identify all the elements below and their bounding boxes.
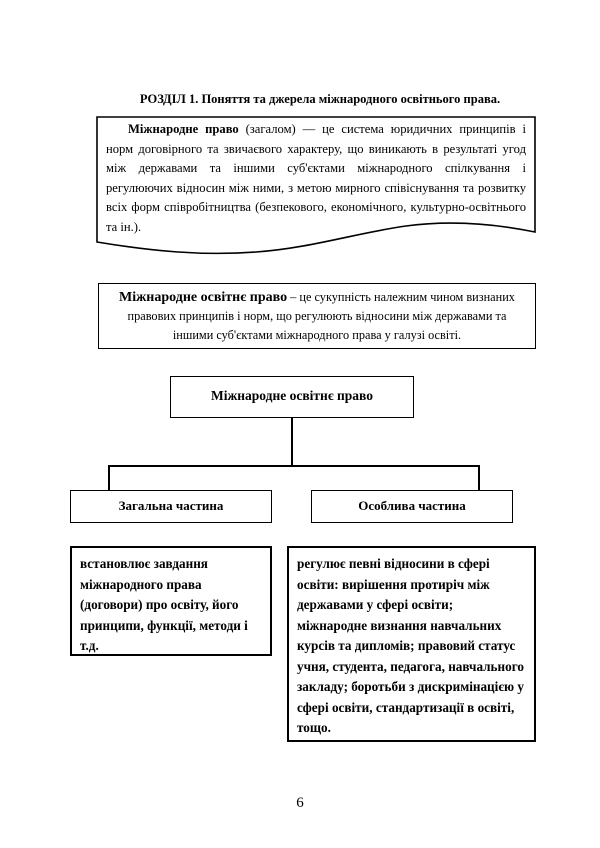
special-part-description: регулює певні відносини в сфері освіти: вирішення протиріч між державами у сфері освіти; міжнародне визнання навчальних курсів та дипломів; правовий статус учня, студента, педагога, навчального закладу; боротьби з дискримінацією у сфері освіти, стандартизації в освіті, тощо. [287,546,536,742]
education-law-term: Міжнародне освітнє право [119,290,288,305]
page-number: 6 [296,795,304,811]
diagram-root-node: Міжнародне освітнє право [170,376,414,418]
section-heading: РОЗДІЛ 1. Поняття та джерела міжнародного освітнього права. [139,92,501,106]
connector-horizontal [108,465,479,467]
general-definition-text [106,120,526,237]
education-law-definition-box [98,283,536,349]
connector-right-down [478,465,480,490]
connector-left-down [108,465,110,490]
general-definition-term: Міжнародне право [128,122,239,136]
general-definition-box [96,116,536,258]
education-law-definition-body: – це сукупність належним чином визнаних правових принципів і норм, що регулюють відносини між державами та іншими суб'єктами міжнародного права у галузі освіті. [127,290,515,342]
general-part-description: встановлює завдання міжнародного права (договори) про освіту, його принципи, функції, методи і т.д. [70,546,272,656]
special-part-node: Особлива частина [311,490,513,523]
connector-root-down [291,418,293,466]
general-part-node: Загальна частина [70,490,272,523]
general-definition-body: (загалом) — це система юридичних принципів і норм договірного та звичаєвого характеру, що виникають в результаті угод між державами та іншими суб'єктами міжнародного спілкування і регулюючих відносин між ними, з метою мирного співіснування та розвитку всіх форм співробітництва (безпекового, економічного, культурно-освітнього та ін.). [106,122,526,234]
